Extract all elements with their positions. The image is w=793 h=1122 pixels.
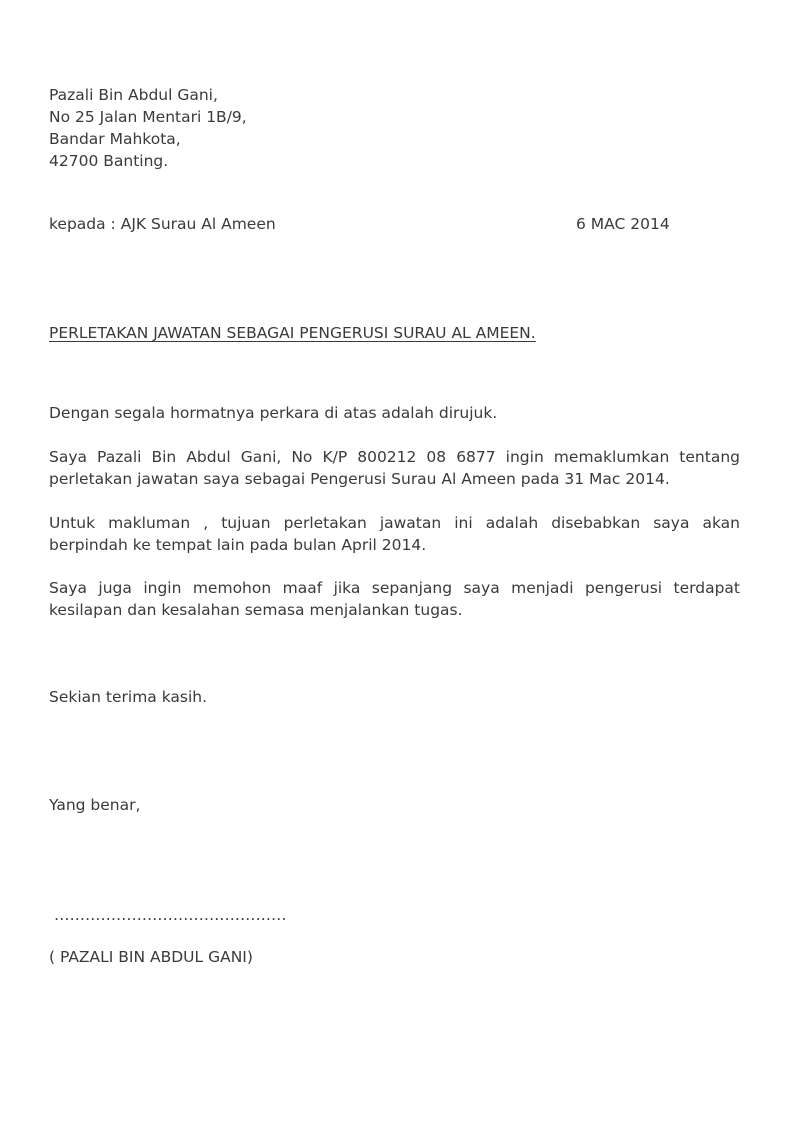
sender-address <box>49 84 247 172</box>
paragraph-line: Untuk makluman , tujuan perletakan jawatan ini adalah disebabkan saya akan <box>49 514 740 532</box>
address-line: No 25 Jalan Mentari 1B/9, <box>49 108 247 126</box>
letter-date: 6 MAC 2014 <box>576 215 670 233</box>
body-paragraph <box>49 512 740 556</box>
address-line: Bandar Mahkota, <box>49 130 181 148</box>
paragraph-line: berpindah ke tempat lain pada bulan April 2014. <box>49 536 427 554</box>
address-line: 42700 Banting. <box>49 152 169 170</box>
signatory-name: ( PAZALI BIN ABDUL GANI) <box>49 948 253 966</box>
address-line: Pazali Bin Abdul Gani, <box>49 86 218 104</box>
paragraph-line: Dengan segala hormatnya perkara di atas adalah dirujuk. <box>49 404 498 422</box>
closing-remark: Sekian terima kasih. <box>49 688 208 706</box>
signoff: Yang benar, <box>49 796 141 814</box>
paragraph-line: Saya juga ingin memohon maaf jika sepanjang saya menjadi pengerusi terdapat <box>49 579 740 597</box>
paragraph-line: perletakan jawatan saya sebagai Pengerusi Surau Al Ameen pada 31 Mac 2014. <box>49 470 670 488</box>
body-paragraph <box>49 402 740 424</box>
paragraph-line: kesilapan dan kesalahan semasa menjalankan tugas. <box>49 601 463 619</box>
signature-line: ……………………………………… <box>54 906 287 924</box>
letter-subject: PERLETAKAN JAWATAN SEBAGAI PENGERUSI SURAU AL AMEEN. <box>49 324 536 342</box>
paragraph-line: Saya Pazali Bin Abdul Gani, No K/P 800212 08 6877 ingin memaklumkan tentang <box>49 448 740 466</box>
recipient-line: kepada : AJK Surau Al Ameen <box>49 215 276 233</box>
body-paragraph <box>49 446 740 490</box>
body-paragraph <box>49 577 740 621</box>
